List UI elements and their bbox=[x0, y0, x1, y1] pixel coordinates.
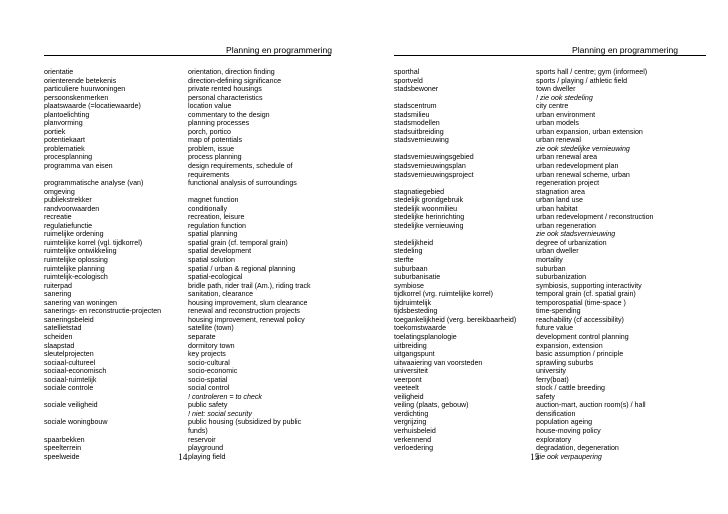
english-translation: town dweller bbox=[536, 85, 576, 94]
dutch-term: sleutelprojecten bbox=[44, 350, 94, 359]
dutch-term: suburbanisatie bbox=[394, 273, 441, 282]
english-translation: future value bbox=[536, 324, 574, 333]
english-translation: urban renewal bbox=[536, 136, 581, 145]
english-translation: urban dweller bbox=[536, 247, 579, 256]
page-header: Planning en programmering bbox=[226, 45, 333, 55]
english-translation: ferry(boat) bbox=[536, 375, 569, 384]
english-translation: development control planning bbox=[536, 332, 629, 341]
dutch-column bbox=[44, 68, 184, 461]
english-translation: ! zie ook stedeling bbox=[536, 93, 593, 102]
english-translation: funds) bbox=[188, 426, 208, 435]
dutch-term bbox=[394, 145, 534, 154]
dutch-term: ruimtelijk-ecologisch bbox=[44, 273, 108, 282]
english-translation: sanitation, clearance bbox=[188, 290, 254, 299]
english-translation: personal characteristics bbox=[188, 93, 263, 102]
page-header: Planning en programmering bbox=[572, 45, 679, 55]
dutch-term bbox=[394, 179, 534, 188]
english-translation: spatial solution bbox=[188, 256, 235, 265]
dutch-term: problematiek bbox=[44, 144, 85, 153]
english-translation: degradation, degeneration bbox=[536, 444, 619, 453]
dutch-column bbox=[394, 68, 534, 461]
dutch-term: stadsuitbreiding bbox=[394, 127, 444, 136]
dutch-term: verkennend bbox=[394, 435, 432, 444]
english-translation bbox=[188, 188, 338, 197]
dutch-term: stedelijke vernieuwing bbox=[394, 221, 464, 230]
dutch-term: veeteelt bbox=[394, 384, 419, 393]
english-translation: suburbanization bbox=[536, 273, 587, 282]
english-translation: sprawling suburbs bbox=[536, 358, 594, 367]
dutch-term: vergrijzing bbox=[394, 418, 427, 427]
english-translation: functional analysis of surroundings bbox=[188, 179, 297, 188]
english-translation: urban land use bbox=[536, 196, 583, 205]
english-translation: playground bbox=[188, 444, 224, 453]
dutch-term: portiek bbox=[44, 127, 66, 136]
english-translation: bridle path, rider trail (Am.), riding track bbox=[188, 281, 311, 290]
english-translation: spatial-ecological bbox=[188, 273, 243, 282]
page-number: 14 bbox=[178, 453, 188, 463]
english-translation: city centre bbox=[536, 102, 569, 111]
dutch-term: stadscentrum bbox=[394, 102, 437, 111]
dutch-term: ruimtelijke ontwikkeling bbox=[44, 247, 117, 256]
dutch-term: speelterrein bbox=[44, 444, 82, 453]
dutch-term: persoonskenmerken bbox=[44, 93, 109, 102]
english-translation: sports hall / centre; gym (informeel) bbox=[536, 68, 648, 76]
english-translation: urban regeneration bbox=[536, 221, 596, 230]
english-translation: mortality bbox=[536, 256, 563, 265]
dutch-term: toekomstwaarde bbox=[394, 324, 447, 333]
dutch-term: sterfte bbox=[394, 256, 414, 265]
english-translation: urban habitat bbox=[536, 204, 578, 213]
english-translation: socio-spatial bbox=[188, 375, 228, 384]
dutch-term: stagnatiegebied bbox=[394, 187, 445, 196]
english-translation: renewal and reconstruction projects bbox=[188, 307, 300, 316]
dutch-term: sociaal-ruimtelijk bbox=[44, 375, 97, 384]
english-translation: public safety bbox=[188, 401, 228, 410]
dutch-term: tijdkorrel (vrg. ruimtelijke korrel) bbox=[394, 290, 493, 299]
dutch-term: ruimtelijke planning bbox=[44, 264, 105, 273]
dutch-term: stadsvernieuwingsproject bbox=[394, 170, 474, 179]
dutch-term: ruiterpad bbox=[44, 281, 72, 290]
english-translation: spatial planning bbox=[188, 230, 238, 239]
dutch-term: particuliere huurwoningen bbox=[44, 85, 126, 94]
english-translation: reachability (cf accessibility) bbox=[536, 315, 624, 324]
dutch-term: stedelijke herinrichting bbox=[394, 213, 465, 222]
english-translation: stagnation area bbox=[536, 187, 585, 196]
english-translation: social control bbox=[188, 384, 230, 393]
dutch-term: verdichting bbox=[394, 409, 429, 418]
dutch-term: plantoelichting bbox=[44, 110, 90, 119]
dutch-term: ruimtelijke oplossing bbox=[44, 256, 108, 265]
dutch-term: tijdruimtelijk bbox=[394, 298, 432, 307]
dutch-term: verloedering bbox=[394, 444, 434, 453]
dutch-term bbox=[44, 171, 184, 180]
english-translation: auction-mart, auction room(s) / hall bbox=[536, 401, 646, 410]
dutch-term: stedelijk woonmilieu bbox=[394, 204, 458, 213]
dutch-term bbox=[394, 230, 534, 239]
dutch-term: omgeving bbox=[44, 187, 75, 196]
dutch-term: stedeling bbox=[394, 247, 423, 256]
english-translation: socio-economic bbox=[188, 367, 238, 376]
dutch-term: tijdsbesteding bbox=[394, 307, 438, 316]
dutch-term: veerpont bbox=[394, 375, 422, 384]
english-translation: key projects bbox=[188, 350, 226, 359]
english-translation: ! niet: social security bbox=[188, 409, 252, 418]
english-translation: commentary to the design bbox=[188, 110, 270, 119]
dutch-term: sociale woningbouw bbox=[44, 418, 108, 427]
english-translation: socio-cultural bbox=[188, 358, 230, 367]
dutch-term: toegankelijkheid (verg. bereikbaarheid) bbox=[394, 315, 517, 324]
english-translation: spatial / urban & regional planning bbox=[188, 264, 296, 273]
english-translation: conditionally bbox=[188, 204, 228, 213]
english-translation: dormitory town bbox=[188, 341, 235, 350]
english-translation: densification bbox=[536, 409, 576, 418]
english-translation: location value bbox=[188, 102, 232, 111]
dutch-term: potentiekaart bbox=[44, 136, 86, 145]
english-translation: safety bbox=[536, 392, 555, 401]
dutch-term: stadsmilieu bbox=[394, 110, 430, 119]
english-translation: degree of urbanization bbox=[536, 238, 607, 247]
dutch-term: stedelijkheid bbox=[394, 238, 434, 247]
dutch-term: sanering bbox=[44, 290, 72, 299]
english-translation: porch, portico bbox=[188, 127, 231, 136]
english-column bbox=[188, 68, 338, 461]
dutch-term: uitgangspunt bbox=[394, 350, 435, 359]
dutch-term: procesplanning bbox=[44, 153, 93, 162]
dutch-term: sociaal-cultureel bbox=[44, 358, 96, 367]
dutch-term: sociaal-economisch bbox=[44, 367, 107, 376]
english-translation: urban renewal area bbox=[536, 153, 598, 162]
dutch-term: randvoorwaarden bbox=[44, 204, 100, 213]
dutch-term: sanering van woningen bbox=[44, 298, 117, 307]
english-translation: stock / cattle breeding bbox=[536, 384, 606, 393]
dutch-term bbox=[394, 94, 534, 103]
dutch-term: spaarbekken bbox=[44, 435, 85, 444]
english-translation: satellite (town) bbox=[188, 324, 234, 333]
english-translation: housing improvement, renewal policy bbox=[188, 315, 305, 324]
english-translation: zie ook stedelijke vernieuwing bbox=[536, 144, 630, 153]
english-translation: symbiosis, supporting interactivity bbox=[536, 281, 642, 290]
english-translation: zie ook verpaupering bbox=[536, 452, 602, 461]
english-translation: urban renewal scheme, urban bbox=[536, 170, 630, 179]
dutch-term: satellietstad bbox=[44, 324, 82, 333]
dutch-term: uitwaaiering van voorsteden bbox=[394, 358, 483, 367]
dutch-term: stadsvernieuwing bbox=[394, 136, 449, 145]
english-translation: recreation, leisure bbox=[188, 213, 245, 222]
dutch-term: recreatie bbox=[44, 213, 72, 222]
english-translation: suburban bbox=[536, 264, 566, 273]
header-rule bbox=[394, 55, 706, 56]
dutch-term: stadsmodellen bbox=[394, 119, 440, 128]
dutch-term: orientatie bbox=[44, 68, 74, 76]
dutch-term: saneringsbeleid bbox=[44, 315, 94, 324]
english-translation: house-moving policy bbox=[536, 426, 601, 435]
dutch-term bbox=[44, 427, 184, 436]
dutch-term: uitbreiding bbox=[394, 341, 427, 350]
english-translation: private rented housings bbox=[188, 85, 262, 94]
english-translation: public housing (subsidized by public bbox=[188, 418, 302, 427]
dutch-term: suburbaan bbox=[394, 264, 428, 273]
dutch-term: stadsvernieuwingsgebied bbox=[394, 153, 474, 162]
page-number: 15 bbox=[530, 453, 540, 463]
english-column bbox=[536, 68, 696, 461]
english-translation: magnet function bbox=[188, 196, 239, 205]
english-translation: urban redevelopment / reconstruction bbox=[536, 213, 654, 222]
dutch-term: planvorming bbox=[44, 119, 83, 128]
dutch-term: scheiden bbox=[44, 332, 73, 341]
english-translation: playing field bbox=[188, 452, 226, 461]
dutch-term bbox=[44, 410, 184, 419]
dutch-term bbox=[44, 393, 184, 402]
english-translation: process planning bbox=[188, 153, 242, 162]
dutch-term: regulatiefunctie bbox=[44, 221, 93, 230]
dutch-term: toelatingsplanologie bbox=[394, 332, 457, 341]
english-translation: time-spending bbox=[536, 307, 581, 316]
english-translation: temporospatial (time-space ) bbox=[536, 298, 626, 307]
dutch-term: stedelijk grondgebruik bbox=[394, 196, 464, 205]
english-translation: sports / playing / athletic field bbox=[536, 76, 628, 85]
english-translation: population ageing bbox=[536, 418, 593, 427]
english-translation: direction-defining significance bbox=[188, 76, 282, 85]
dutch-term bbox=[394, 453, 534, 462]
dutch-term: sociale veiligheid bbox=[44, 401, 98, 410]
dutch-term: sporthal bbox=[394, 68, 420, 76]
right-page bbox=[364, 0, 728, 514]
header-rule bbox=[44, 55, 331, 56]
english-translation: urban models bbox=[536, 119, 579, 128]
dutch-term: sociale controle bbox=[44, 384, 94, 393]
dutch-term: plaatswaarde (=locatiewaarde) bbox=[44, 102, 141, 111]
english-translation: map of potentials bbox=[188, 136, 243, 145]
dutch-term: speelweide bbox=[44, 452, 80, 461]
dutch-term: veiling (plaats, gebouw) bbox=[394, 401, 469, 410]
english-translation: separate bbox=[188, 332, 216, 341]
dutch-term: verhuisbeleid bbox=[394, 426, 436, 435]
english-translation: planning processes bbox=[188, 119, 250, 128]
dutch-term: slaapstad bbox=[44, 341, 75, 350]
english-translation: temporal grain (cf. spatial grain) bbox=[536, 290, 636, 299]
english-translation: exploratory bbox=[536, 435, 572, 444]
english-translation: problem, issue bbox=[188, 144, 235, 153]
english-translation: housing improvement, slum clearance bbox=[188, 298, 308, 307]
dutch-term: stadsbewoner bbox=[394, 85, 439, 94]
dutch-term: veiligheid bbox=[394, 392, 424, 401]
dutch-term: ruimelijke ordening bbox=[44, 230, 104, 239]
english-translation: basic assumption / principle bbox=[536, 350, 624, 359]
dutch-term: stadsvernieuwingsplan bbox=[394, 162, 466, 171]
english-translation: zie ook stadsvernieuwing bbox=[536, 230, 616, 239]
english-translation: expansion, extension bbox=[536, 341, 603, 350]
english-translation: regeneration project bbox=[536, 179, 600, 188]
english-translation: regulation function bbox=[188, 221, 246, 230]
english-translation: spatial development bbox=[188, 247, 252, 256]
english-translation: university bbox=[536, 367, 566, 376]
english-translation: urban environment bbox=[536, 110, 596, 119]
dutch-term: publiekstrekker bbox=[44, 196, 92, 205]
dutch-term: orienterende betekenis bbox=[44, 76, 117, 85]
english-translation: urban expansion, urban extension bbox=[536, 127, 643, 136]
english-translation: requirements bbox=[188, 170, 230, 179]
dutch-term: programma van eisen bbox=[44, 162, 113, 171]
english-translation: design requirements, schedule of bbox=[188, 162, 293, 171]
english-translation: orientation, direction finding bbox=[188, 68, 275, 76]
dutch-term: symbiose bbox=[394, 281, 424, 290]
dutch-term: programmatische analyse (van) bbox=[44, 179, 144, 188]
dutch-term: sanerings- en reconstructie-projecten bbox=[44, 307, 162, 316]
english-translation: ! controleren = to check bbox=[188, 392, 262, 401]
dutch-term: ruimtelijke korrel (vgl. tijdkorrel) bbox=[44, 238, 143, 247]
dutch-term: universiteit bbox=[394, 367, 428, 376]
english-translation: reservoir bbox=[188, 435, 216, 444]
dutch-term: sportveld bbox=[394, 76, 423, 85]
english-translation: urban redevelopment plan bbox=[536, 162, 619, 171]
english-translation: spatial grain (cf. temporal grain) bbox=[188, 238, 288, 247]
